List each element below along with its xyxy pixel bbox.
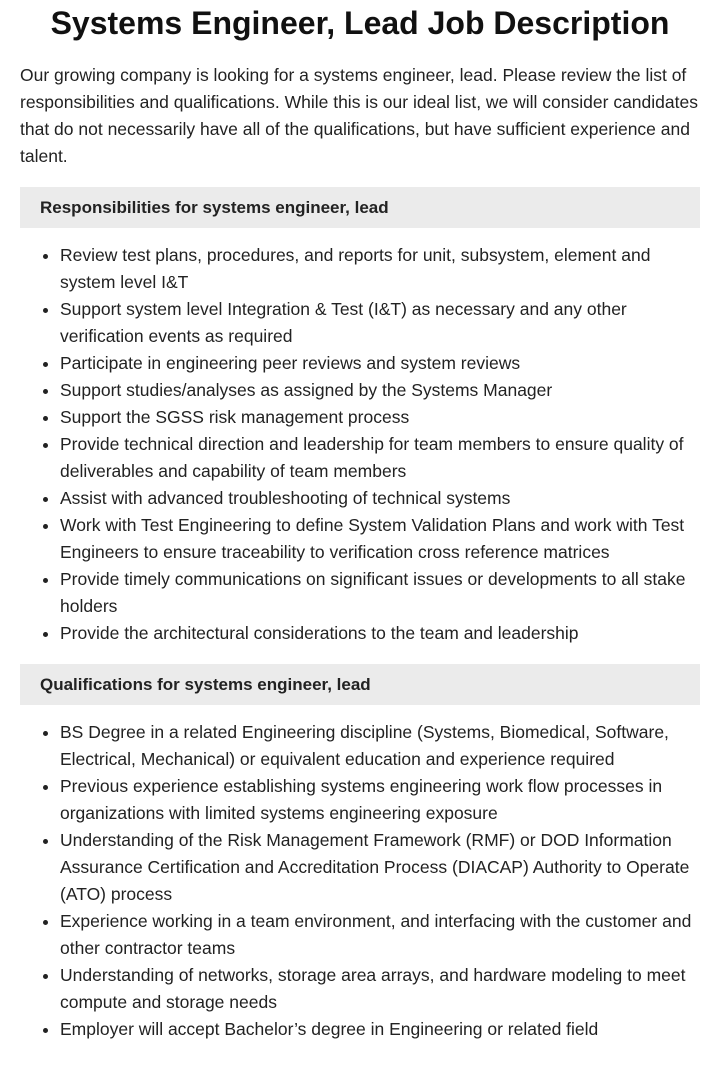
list-item: • Provide technical direction and leadership for team members to ensure quality of deliverables and capability of team members (60, 431, 700, 485)
list-item: • Support studies/analyses as assigned by the Systems Manager (60, 377, 700, 404)
list-item: • Support system level Integration & Test (I&T) as necessary and any other verification events as required (60, 296, 700, 350)
list-item: • Assist with advanced troubleshooting of technical systems (60, 485, 700, 512)
intro-paragraph: Our growing company is looking for a systems engineer, lead. Please review the list of responsibilities and qualifications. While this is our ideal list, we will consider candidates that do not necessarily have all of the qualifications, but have sufficient experience and talent. (20, 65, 698, 166)
list-item: • Previous experience establishing systems engineering work flow processes in organizations with limited systems engineering exposure (60, 773, 700, 827)
list-item: • Support the SGSS risk management process (60, 404, 700, 431)
list-item: • Understanding of networks, storage area arrays, and hardware modeling to meet compute and storage needs (60, 962, 700, 1016)
qualifications-list (20, 719, 700, 1043)
list-item: • Review test plans, procedures, and reports for unit, subsystem, element and system level I&T (60, 242, 700, 296)
list-item: • BS Degree in a related Engineering discipline (Systems, Biomedical, Software, Electrical, Mechanical) or equivalent education and experience required (60, 719, 700, 773)
list-item: • Understanding of the Risk Management Framework (RMF) or DOD Information Assurance Certification and Accreditation Process (DIACAP) Authority to Operate (ATO) process (60, 827, 700, 908)
list-item: • Experience working in a team environment, and interfacing with the customer and other contractor teams (60, 908, 700, 962)
list-item: • Employer will accept Bachelor’s degree in Engineering or related field (60, 1016, 700, 1043)
list-item: • Provide timely communications on significant issues or developments to all stake holders (60, 566, 700, 620)
page-title: Systems Engineer, Lead Job Description (50, 5, 670, 41)
list-item: • Participate in engineering peer reviews and system reviews (60, 350, 700, 377)
list-item: • Work with Test Engineering to define System Validation Plans and work with Test Engineers to ensure traceability to verification cross reference matrices (60, 512, 700, 566)
responsibilities-heading: Responsibilities for systems engineer, lead (20, 187, 700, 228)
qualifications-heading: Qualifications for systems engineer, lead (20, 664, 700, 705)
responsibilities-list (20, 242, 700, 647)
list-item: • Provide the architectural considerations to the team and leadership (60, 620, 700, 647)
